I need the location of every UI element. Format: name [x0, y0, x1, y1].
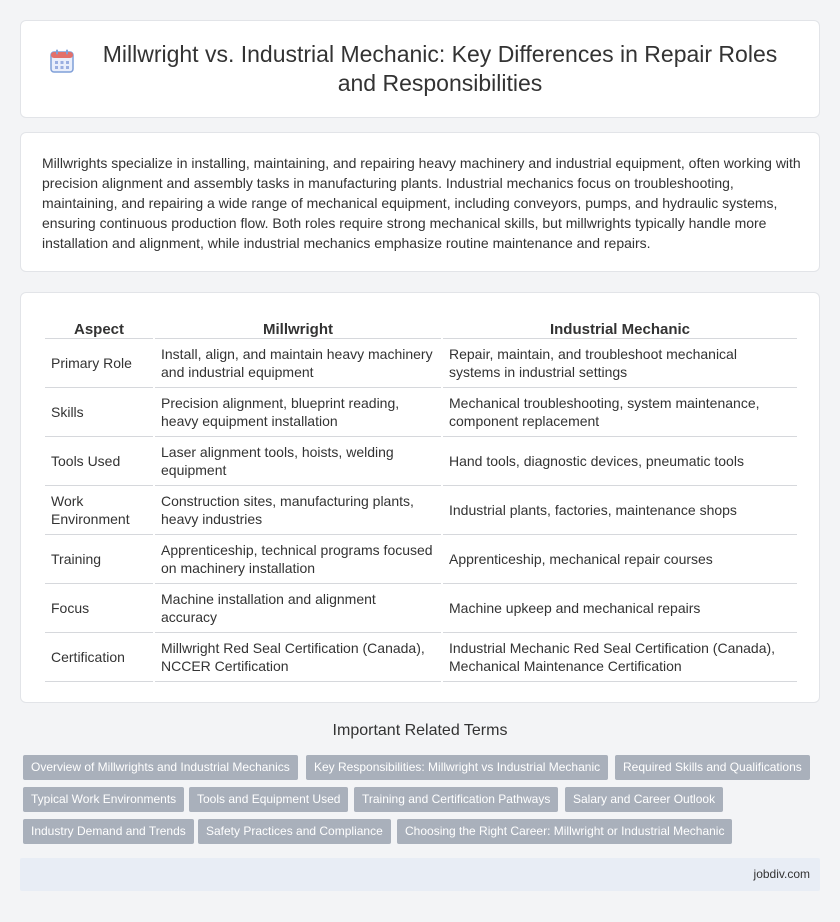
- footer-site-link[interactable]: jobdiv.com: [753, 867, 810, 881]
- tag-industry-demand[interactable]: Industry Demand and Trends: [23, 819, 194, 844]
- cell-industrial-mechanic: Hand tools, diagnostic devices, pneumatic tools: [443, 437, 797, 486]
- cell-aspect: Work Environment: [45, 486, 153, 535]
- cell-millwright: Precision alignment, blueprint reading, heavy equipment installation: [155, 388, 441, 437]
- table-row: [45, 486, 797, 535]
- cell-industrial-mechanic: Mechanical troubleshooting, system maintenance, component replacement: [443, 388, 797, 437]
- table-row: [45, 584, 797, 633]
- table-row: [45, 388, 797, 437]
- intro-card: [20, 132, 820, 272]
- tag-work-environments[interactable]: Typical Work Environments: [23, 787, 184, 812]
- cell-industrial-mechanic: Industrial Mechanic Red Seal Certification (Canada), Mechanical Maintenance Certification: [443, 633, 797, 682]
- comparison-card: [20, 292, 820, 703]
- tag-salary-outlook[interactable]: Salary and Career Outlook: [565, 787, 723, 812]
- table-row: [45, 535, 797, 584]
- cell-industrial-mechanic: Machine upkeep and mechanical repairs: [443, 584, 797, 633]
- tag-tools-equipment[interactable]: Tools and Equipment Used: [189, 787, 348, 812]
- cell-industrial-mechanic: Industrial plants, factories, maintenance shops: [443, 486, 797, 535]
- cell-aspect: Certification: [45, 633, 153, 682]
- cell-millwright: Laser alignment tools, hoists, welding equipment: [155, 437, 441, 486]
- table-row: [45, 339, 797, 388]
- header-industrial-mechanic: Industrial Mechanic: [443, 315, 797, 339]
- header-aspect: Aspect: [45, 315, 153, 339]
- table-row: [45, 437, 797, 486]
- table-row: [45, 633, 797, 682]
- header-card: [20, 20, 820, 118]
- footer-bar: [20, 858, 820, 891]
- cell-millwright: Millwright Red Seal Certification (Canada), NCCER Certification: [155, 633, 441, 682]
- cell-millwright: Machine installation and alignment accuracy: [155, 584, 441, 633]
- cell-aspect: Tools Used: [45, 437, 153, 486]
- related-terms-title: Important Related Terms: [332, 722, 508, 739]
- page-title: Millwright vs. Industrial Mechanic: Key Differences in Repair Roles and Responsibilities: [102, 41, 778, 96]
- cell-millwright: Construction sites, manufacturing plants, heavy industries: [155, 486, 441, 535]
- tag-training-certification[interactable]: Training and Certification Pathways: [354, 787, 558, 812]
- cell-millwright: Install, align, and maintain heavy machinery and industrial equipment: [155, 339, 441, 388]
- tag-key-responsibilities[interactable]: Key Responsibilities: Millwright vs Industrial Mechanic: [306, 755, 608, 780]
- cell-aspect: Skills: [45, 388, 153, 437]
- cell-industrial-mechanic: Apprenticeship, mechanical repair courses: [443, 535, 797, 584]
- tag-safety-practices[interactable]: Safety Practices and Compliance: [198, 819, 391, 844]
- cell-industrial-mechanic: Repair, maintain, and troubleshoot mechanical systems in industrial settings: [443, 339, 797, 388]
- tag-overview[interactable]: Overview of Millwrights and Industrial Mechanics: [23, 755, 298, 780]
- tag-choosing-career[interactable]: Choosing the Right Career: Millwright or Industrial Mechanic: [397, 819, 732, 844]
- cell-millwright: Apprenticeship, technical programs focused on machinery installation: [155, 535, 441, 584]
- cell-aspect: Focus: [45, 584, 153, 633]
- cell-aspect: Training: [45, 535, 153, 584]
- comparison-table: [43, 315, 799, 682]
- table-header-row: [45, 315, 797, 339]
- cell-aspect: Primary Role: [45, 339, 153, 388]
- tag-required-skills[interactable]: Required Skills and Qualifications: [615, 755, 810, 780]
- intro-paragraph: Millwrights specialize in installing, maintaining, and repairing heavy machinery and industrial equipment, often working with precision alignment and assembly tasks in manufacturing plants. Industrial mechanics focus on troubleshooting, maintaining, and repairing a wide range of mechanical equipment, including conveyors, pumps, and hydraulic systems, ensuring continuous production flow. Both roles require strong mechanical skills, but millwrights typically handle more installation and alignment, while industrial mechanics emphasize routine maintenance and repairs.: [42, 155, 801, 251]
- header-millwright: Millwright: [155, 315, 441, 339]
